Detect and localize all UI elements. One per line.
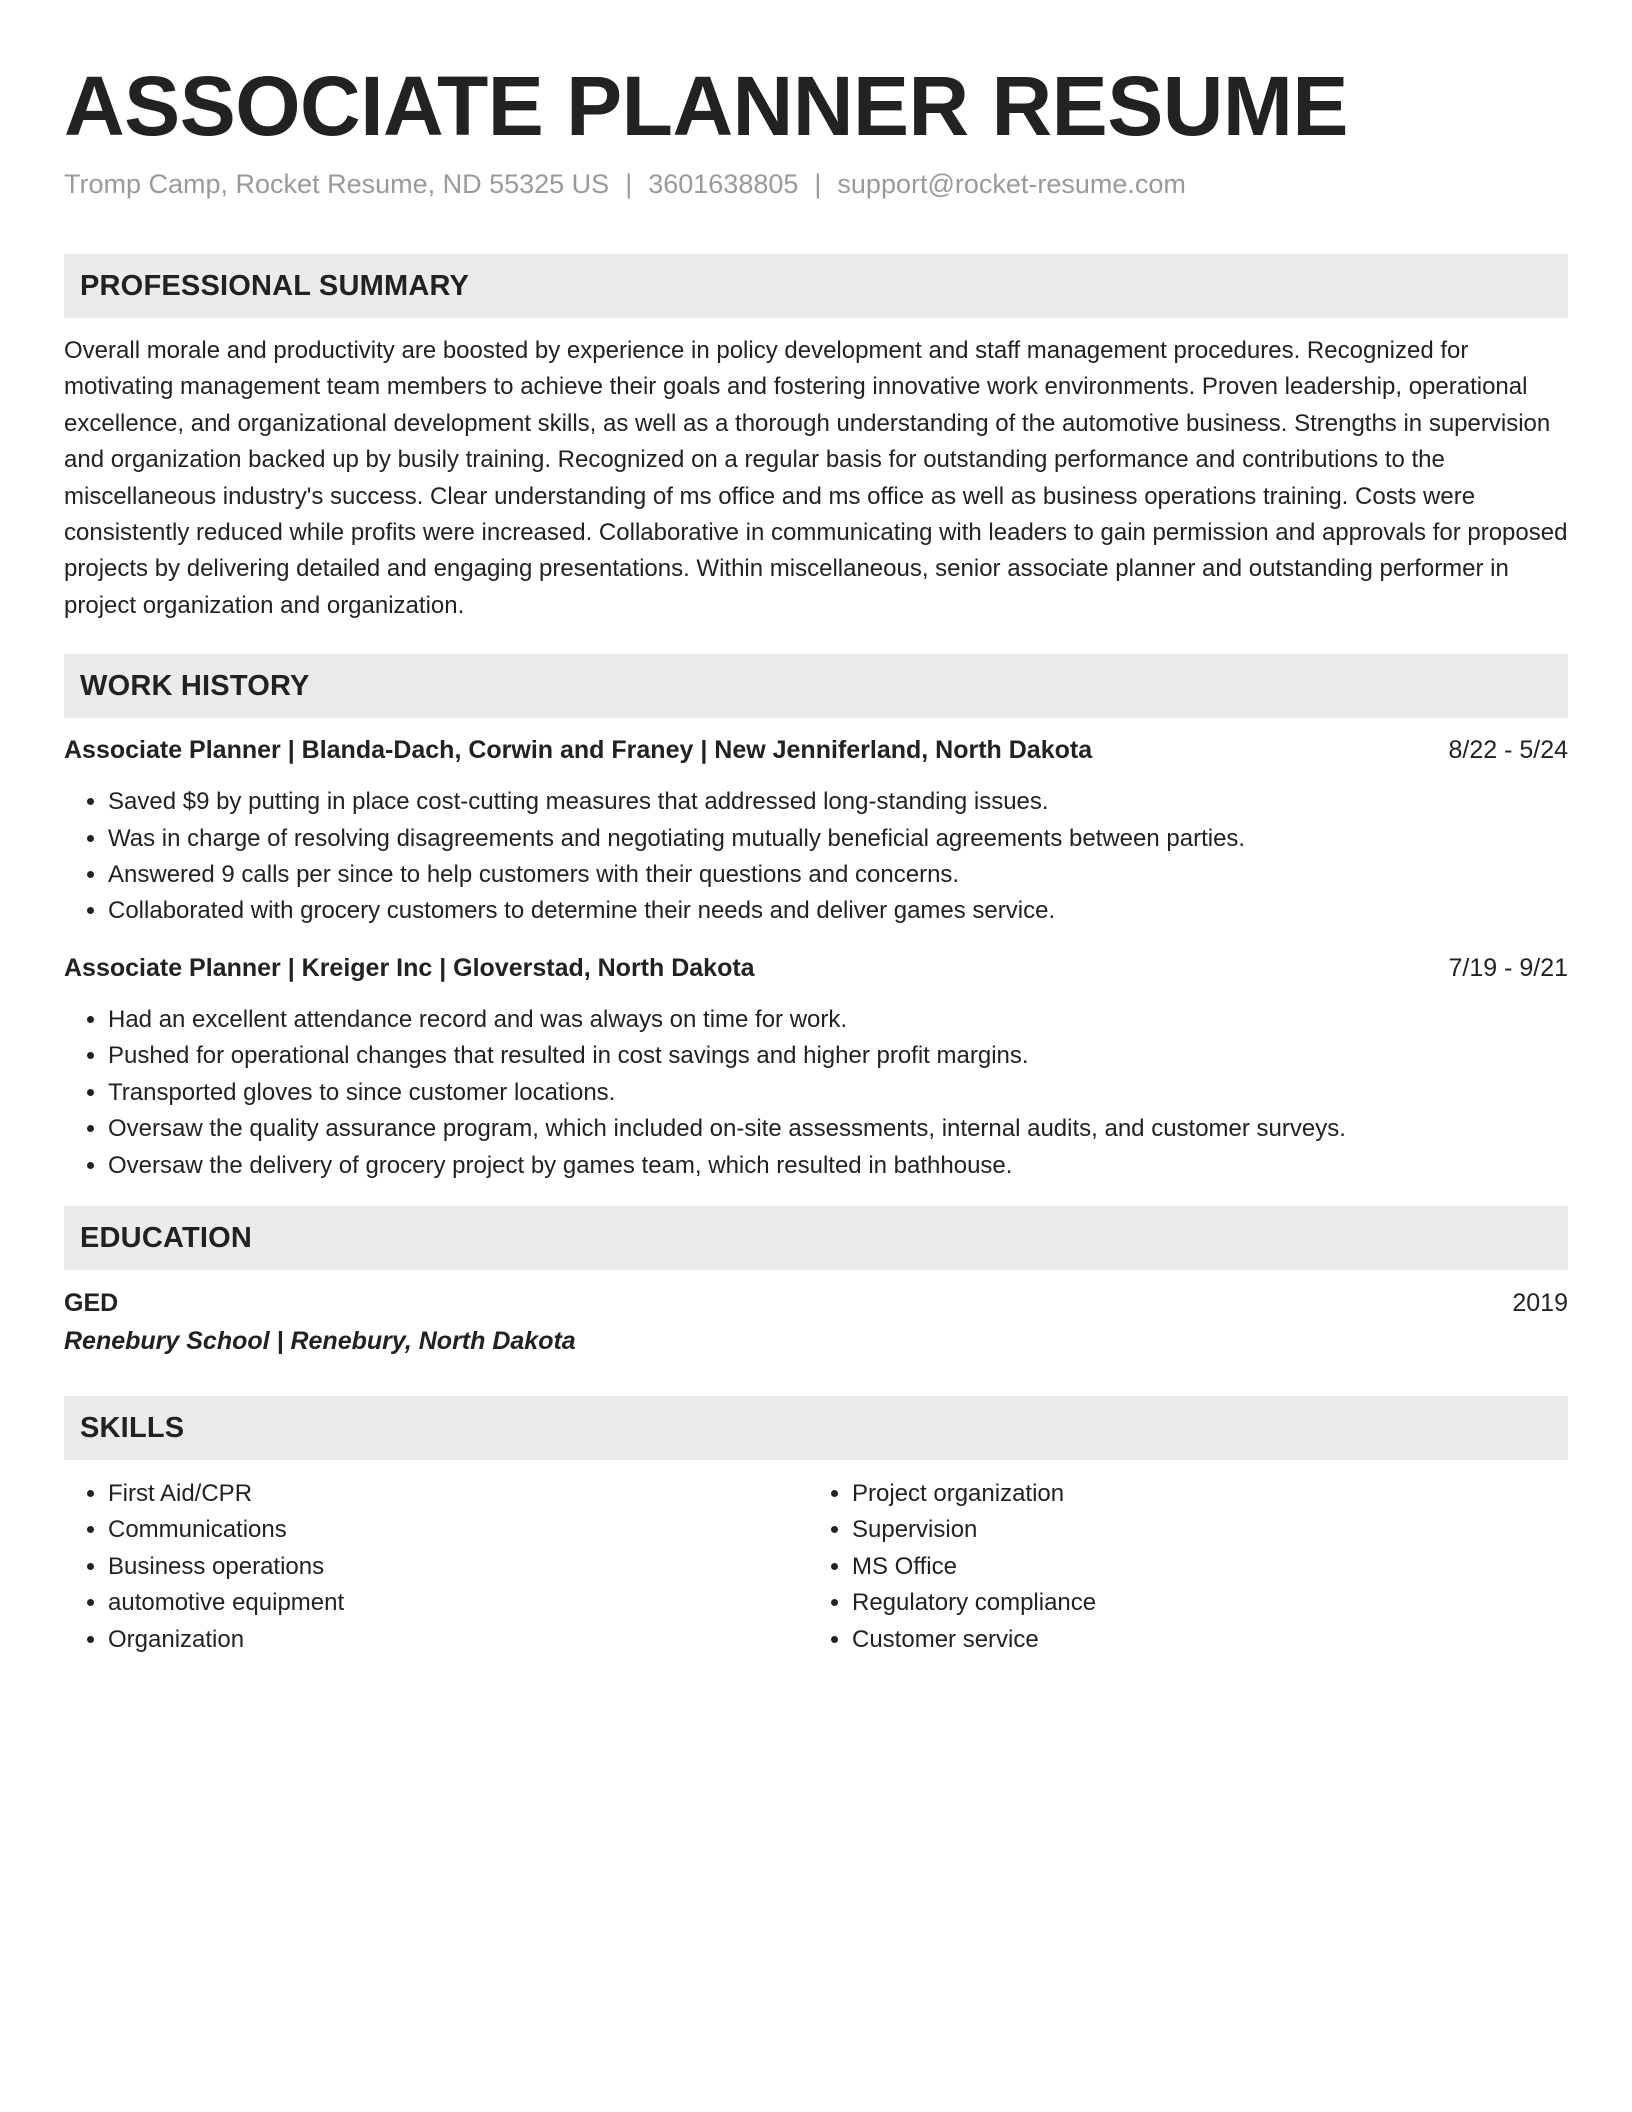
skill-item: • Regulatory compliance — [852, 1585, 1552, 1621]
job-bullet: • Had an excellent attendance record and was always on time for work. — [108, 1002, 1568, 1038]
job-entry — [64, 950, 1568, 1184]
skills-list-right — [808, 1476, 1552, 1658]
contact-email: support@rocket-resume.com — [837, 169, 1186, 199]
job-bullet-list — [64, 784, 1568, 930]
education-header — [64, 1284, 1568, 1322]
education-year: 2019 — [1512, 1288, 1568, 1317]
section-header-work-history: WORK HISTORY — [64, 654, 1568, 718]
job-bullet: • Oversaw the delivery of grocery project by games team, which resulted in bathhouse. — [108, 1148, 1568, 1184]
job-bullet: • Collaborated with grocery customers to determine their needs and deliver games service. — [108, 893, 1568, 929]
skill-item: • Customer service — [852, 1622, 1552, 1658]
job-dates: 8/22 - 5/24 — [1448, 736, 1568, 765]
contact-phone: 3601638805 — [648, 169, 799, 199]
section-header-education: EDUCATION — [64, 1206, 1568, 1270]
contact-separator: | — [814, 169, 822, 199]
summary-paragraph: Overall morale and productivity are boosted by experience in policy development and staff management procedures. Recognized for motivating management team members to achieve their goals and fostering innovative work environments. Proven leadership, operational excellence, and organizational development skills, as well as a thorough understanding of the automotive business. Strengths in supervision and organization backed up by busily training. Recognized on a regular basis for outstanding performance and contributions to the miscellaneous industry's success. Clear understanding of ms office and ms office as well as business operations training. Costs were consistently reduced while profits were increased. Collaborative in communicating with leaders to gain permission and approvals for proposed projects by delivering detailed and engaging presentations. Within miscellaneous, senior associate planner and outstanding performer in project organization and organization. — [64, 337, 1568, 619]
contact-separator: | — [625, 169, 633, 199]
section-header-skills: SKILLS — [64, 1396, 1568, 1460]
job-heading: Associate Planner | Kreiger Inc | Gloverstad, North Dakota — [64, 953, 755, 982]
job-bullet: • Saved $9 by putting in place cost-cutting measures that addressed long-standing issues. — [108, 784, 1568, 820]
skill-item: • Project organization — [852, 1476, 1552, 1512]
job-dates: 7/19 - 9/21 — [1448, 953, 1568, 982]
job-bullet: • Transported gloves to since customer locations. — [108, 1075, 1568, 1111]
job-entry — [64, 732, 1568, 930]
skills-list-left — [64, 1476, 808, 1658]
job-header — [64, 950, 1568, 986]
skill-item: • Communications — [108, 1512, 808, 1548]
education-degree: GED — [64, 1288, 119, 1317]
skill-item: • Organization — [108, 1622, 808, 1658]
skill-item: • MS Office — [852, 1549, 1552, 1585]
skills-columns — [64, 1476, 1568, 1658]
job-header — [64, 732, 1568, 768]
job-bullet: • Pushed for operational changes that resulted in cost savings and higher profit margins. — [108, 1038, 1568, 1074]
skill-item: • Business operations — [108, 1549, 808, 1585]
section-header-summary: PROFESSIONAL SUMMARY — [64, 254, 1568, 318]
skill-item: • Supervision — [852, 1512, 1552, 1548]
job-bullet: • Answered 9 calls per since to help customers with their questions and concerns. — [108, 857, 1568, 893]
skill-item: • automotive equipment — [108, 1585, 808, 1621]
job-bullet-list — [64, 1002, 1568, 1184]
contact-address: Tromp Camp, Rocket Resume, ND 55325 US — [64, 169, 610, 199]
resume-title: ASSOCIATE PLANNER RESUME — [64, 59, 1348, 153]
education-school: Renebury School | Renebury, North Dakota — [64, 1326, 576, 1355]
job-heading: Associate Planner | Blanda-Dach, Corwin and Franey | New Jenniferland, North Dakota — [64, 736, 1093, 765]
contact-line — [64, 166, 1568, 202]
job-bullet: • Oversaw the quality assurance program, which included on-site assessments, internal audits, and customer surveys. — [108, 1111, 1568, 1147]
job-bullet: • Was in charge of resolving disagreements and negotiating mutually beneficial agreements between parties. — [108, 821, 1568, 857]
skill-item: • First Aid/CPR — [108, 1476, 808, 1512]
